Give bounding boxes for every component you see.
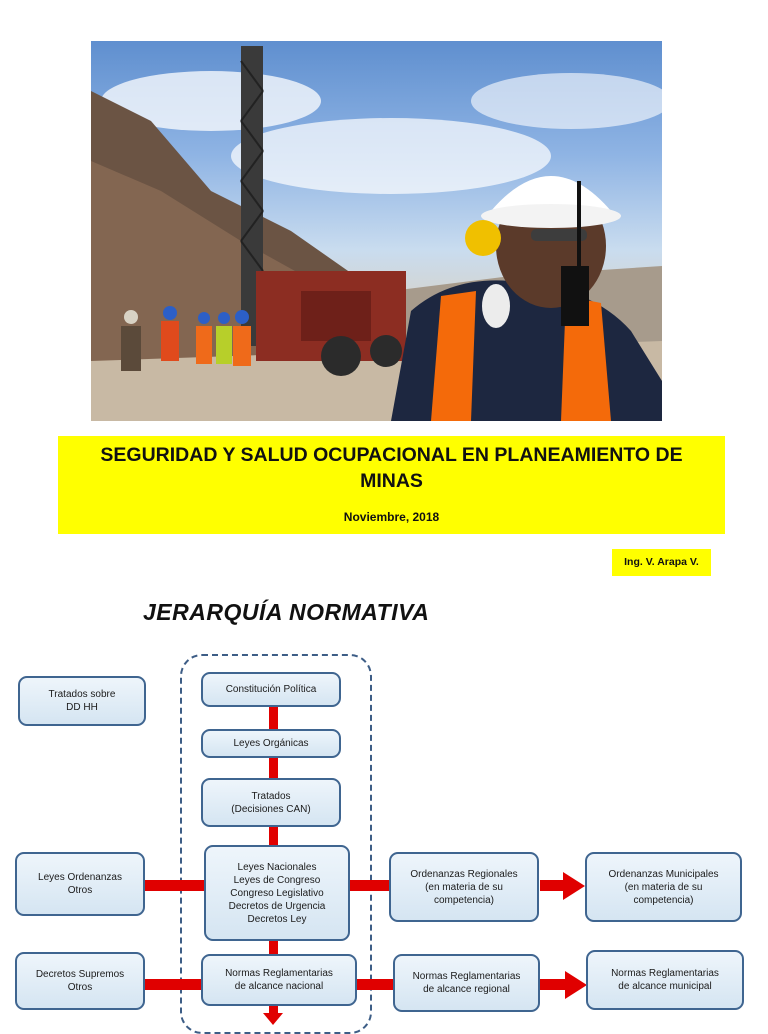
- arrow-right-icon: [565, 971, 587, 999]
- connector-horizontal: [357, 979, 393, 990]
- node-normas-regional: Normas Reglamentarias de alcance regional: [393, 954, 540, 1012]
- connector-horizontal: [145, 880, 205, 891]
- node-ordenanzas-municipales: Ordenanzas Municipales (en materia de su competencia): [585, 852, 742, 922]
- connector-vertical: [269, 757, 278, 779]
- node-normas-nacional: Normas Reglamentarias de alcance nacional: [201, 954, 357, 1006]
- node-tratados-can: Tratados (Decisiones CAN): [201, 778, 341, 827]
- node-tratados-ddhh: Tratados sobre DD HH: [18, 676, 146, 726]
- connector-vertical: [269, 705, 278, 730]
- node-leyes-organicas: Leyes Orgánicas: [201, 729, 341, 758]
- node-ordenanzas-regionales: Ordenanzas Regionales (en materia de su competencia): [389, 852, 539, 922]
- connector-horizontal: [540, 979, 566, 990]
- author-label: Ing. V. Arapa V.: [612, 549, 711, 576]
- node-constitucion: Constitución Política: [201, 672, 341, 707]
- node-normas-municipal: Normas Reglamentarias de alcance municipal: [586, 950, 744, 1010]
- mining-photo: [91, 41, 662, 421]
- node-decretos-supremos: Decretos Supremos Otros: [15, 952, 145, 1010]
- connector-horizontal: [145, 979, 205, 990]
- connector-horizontal: [540, 880, 564, 891]
- presentation-title: SEGURIDAD Y SALUD OCUPACIONAL EN PLANEAMIENTO DE MINAS: [100, 444, 683, 492]
- presentation-date: Noviembre, 2018: [343, 510, 440, 524]
- node-leyes-nacionales: Leyes Nacionales Leyes de Congreso Congreso Legislativo Decretos de Urgencia Decretos Ley: [204, 845, 350, 941]
- slide-title: JERARQUÍA NORMATIVA: [143, 599, 430, 625]
- title-banner: [58, 436, 725, 534]
- arrow-right-icon: [563, 872, 585, 900]
- node-leyes-ordenanzas: Leyes Ordenanzas Otros: [15, 852, 145, 916]
- connector-horizontal: [350, 880, 390, 891]
- connector-vertical: [269, 826, 278, 846]
- arrow-down-icon: [263, 1013, 283, 1025]
